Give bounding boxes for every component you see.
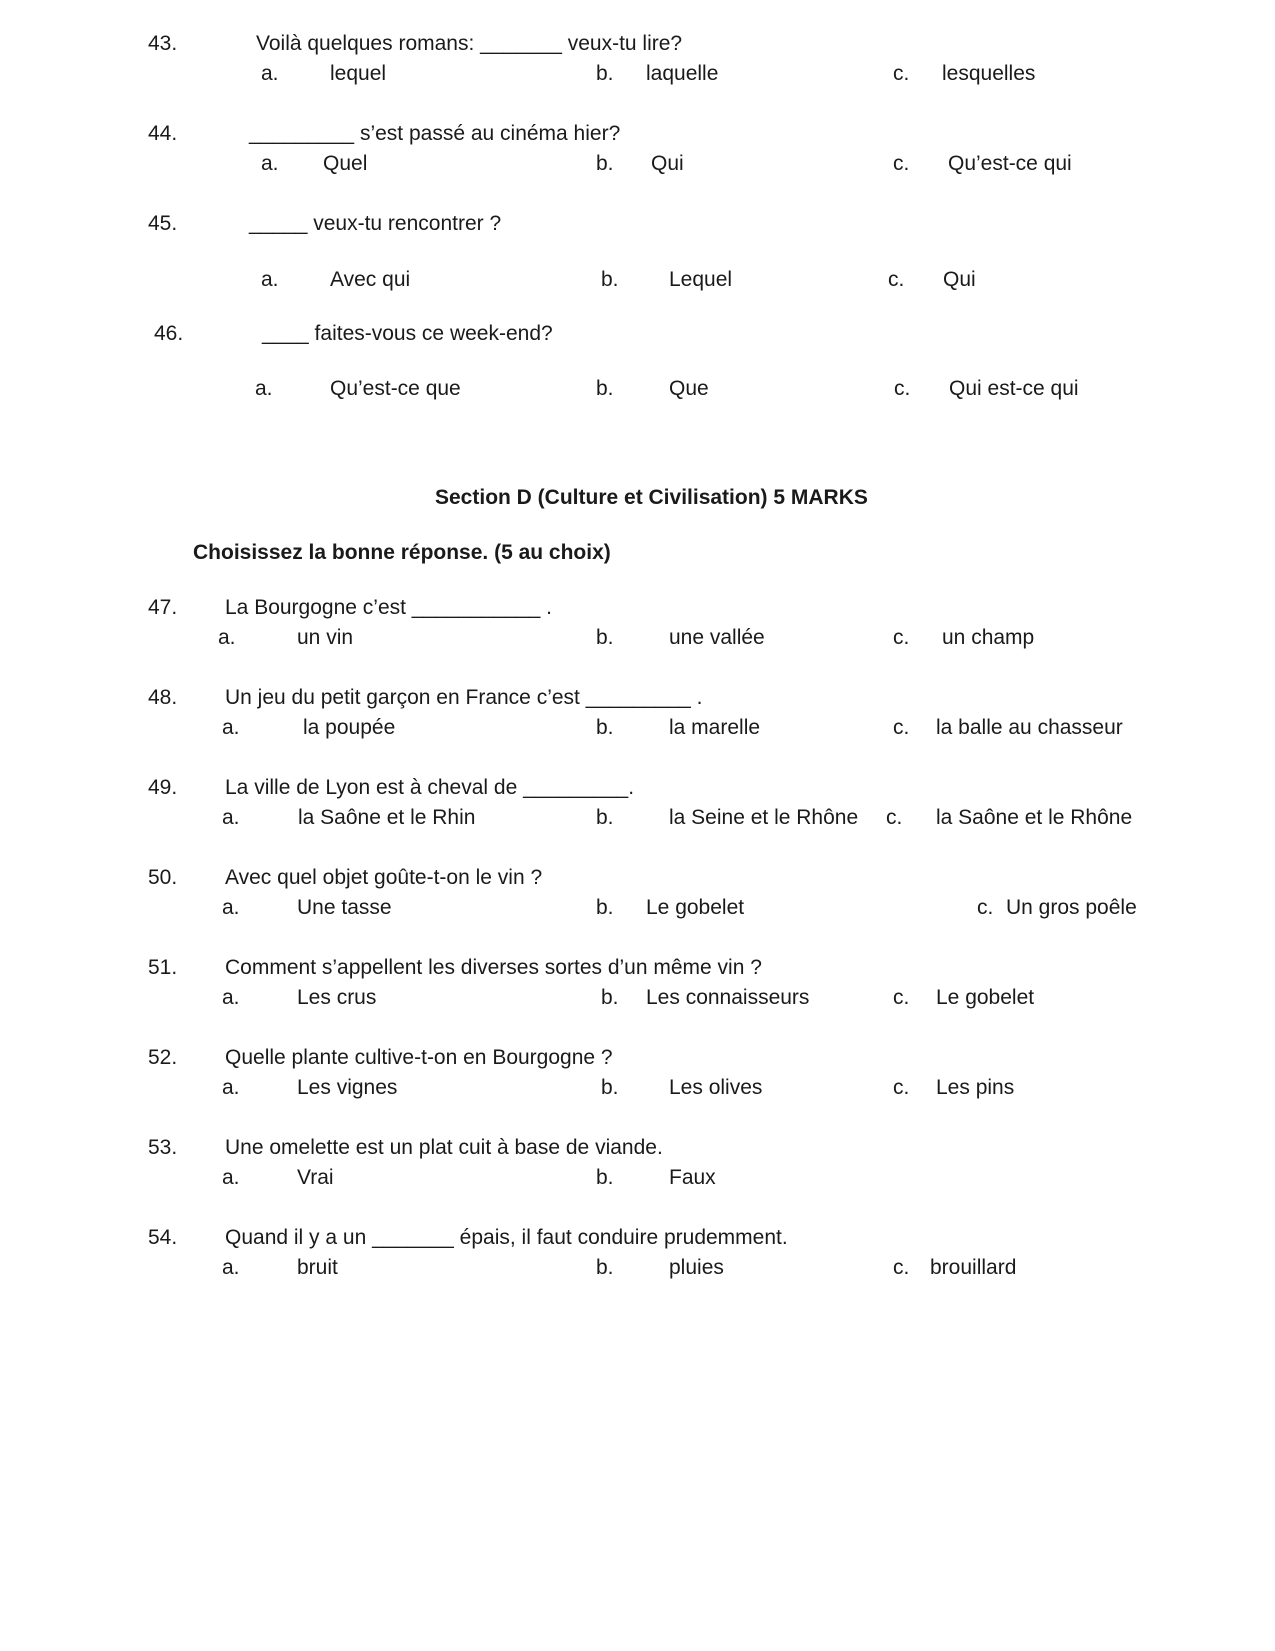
option-text: la poupée <box>303 716 396 739</box>
question-number: 51. <box>148 956 178 979</box>
option-text: Qui <box>943 268 976 291</box>
option-text: bruit <box>297 1256 338 1279</box>
option-text: Les vignes <box>297 1076 398 1099</box>
option-text: Qu’est-ce qui <box>948 152 1072 175</box>
option-letter: b. <box>596 377 614 400</box>
question-text: Une omelette est un plat cuit à base de viande. <box>225 1136 663 1159</box>
option-letter: a. <box>222 1166 240 1189</box>
question-number: 48. <box>148 686 178 709</box>
option-text: Avec qui <box>330 268 411 291</box>
option-text: Qui <box>651 152 684 175</box>
option-text: la balle au chasseur <box>936 716 1123 739</box>
option-letter: c. <box>893 152 910 175</box>
option-text: Vrai <box>297 1166 334 1189</box>
option-text: Le gobelet <box>646 896 745 919</box>
option-letter: c. <box>893 1076 910 1099</box>
question-text: Avec quel objet goûte-t-on le vin ? <box>225 866 543 889</box>
question-text: _________ s’est passé au cinéma hier? <box>249 122 621 145</box>
option-letter: b. <box>596 806 614 829</box>
option-letter: c. <box>893 986 910 1009</box>
section-heading: Section D (Culture et Civilisation) 5 MARKS <box>435 486 868 509</box>
option-text: un vin <box>297 626 354 649</box>
option-text: Qui est-ce qui <box>949 377 1079 400</box>
option-letter: c. <box>893 62 910 85</box>
option-letter: c. <box>977 896 994 919</box>
option-text: Les olives <box>669 1076 763 1099</box>
option-text: lesquelles <box>942 62 1036 85</box>
section-instruction: Choisissez la bonne réponse. (5 au choix) <box>193 541 611 564</box>
option-letter: a. <box>255 377 273 400</box>
question-text: Un jeu du petit garçon en France c’est _________ . <box>225 686 703 709</box>
option-letter: a. <box>261 152 279 175</box>
option-text: Lequel <box>669 268 733 291</box>
question-number: 52. <box>148 1046 178 1069</box>
option-letter: a. <box>222 806 240 829</box>
question-number: 44. <box>148 122 178 145</box>
option-letter: b. <box>596 626 614 649</box>
option-text: Les pins <box>936 1076 1015 1099</box>
option-letter: a. <box>222 896 240 919</box>
question-text: Quand il y a un _______ épais, il faut conduire prudemment. <box>225 1226 788 1249</box>
option-text: un champ <box>942 626 1035 649</box>
option-text: brouillard <box>930 1256 1017 1279</box>
option-letter: c. <box>888 268 905 291</box>
option-letter: a. <box>222 1256 240 1279</box>
question-text: La Bourgogne c’est ___________ . <box>225 596 552 619</box>
question-text: Comment s’appellent les diverses sortes d’un même vin ? <box>225 956 762 979</box>
option-letter: a. <box>261 62 279 85</box>
option-letter: c. <box>886 806 903 829</box>
option-text: lequel <box>330 62 387 85</box>
question-text: ____ faites-vous ce week-end? <box>262 322 553 345</box>
option-text: Un gros poêle <box>1006 896 1137 919</box>
option-text: Qu’est-ce que <box>330 377 461 400</box>
question-text: _____ veux-tu rencontrer ? <box>249 212 502 235</box>
option-text: Quel <box>323 152 368 175</box>
question-number: 49. <box>148 776 178 799</box>
option-letter: b. <box>596 896 614 919</box>
question-number: 43. <box>148 32 178 55</box>
option-text: Que <box>669 377 709 400</box>
option-letter: c. <box>893 716 910 739</box>
option-text: Les connaisseurs <box>646 986 810 1009</box>
option-letter: c. <box>893 626 910 649</box>
question-number: 45. <box>148 212 178 235</box>
question-number: 54. <box>148 1226 178 1249</box>
option-text: Une tasse <box>297 896 392 919</box>
option-text: la Seine et le Rhône <box>669 806 859 829</box>
question-text: Quelle plante cultive-t-on en Bourgogne ? <box>225 1046 613 1069</box>
question-number: 46. <box>154 322 184 345</box>
option-letter: b. <box>596 152 614 175</box>
question-text: Voilà quelques romans: _______ veux-tu lire? <box>256 32 683 55</box>
question-text: La ville de Lyon est à cheval de _________. <box>225 776 635 799</box>
option-letter: b. <box>596 62 614 85</box>
option-text: Le gobelet <box>936 986 1035 1009</box>
option-letter: a. <box>222 986 240 1009</box>
option-text: pluies <box>669 1256 724 1279</box>
option-letter: b. <box>596 716 614 739</box>
option-letter: b. <box>601 1076 619 1099</box>
question-number: 47. <box>148 596 178 619</box>
option-text: Faux <box>669 1166 716 1189</box>
option-letter: a. <box>218 626 236 649</box>
option-letter: c. <box>893 1256 910 1279</box>
option-text: une vallée <box>669 626 765 649</box>
option-text: la Saône et le Rhône <box>936 806 1133 829</box>
option-text: la marelle <box>669 716 761 739</box>
option-letter: a. <box>261 268 279 291</box>
option-letter: b. <box>601 986 619 1009</box>
option-letter: a. <box>222 1076 240 1099</box>
question-number: 50. <box>148 866 178 889</box>
option-letter: a. <box>222 716 240 739</box>
question-number: 53. <box>148 1136 178 1159</box>
option-text: la Saône et le Rhin <box>298 806 476 829</box>
option-letter: b. <box>596 1166 614 1189</box>
option-text: laquelle <box>646 62 719 85</box>
option-text: Les crus <box>297 986 377 1009</box>
option-letter: b. <box>596 1256 614 1279</box>
option-letter: c. <box>894 377 911 400</box>
option-letter: b. <box>601 268 619 291</box>
